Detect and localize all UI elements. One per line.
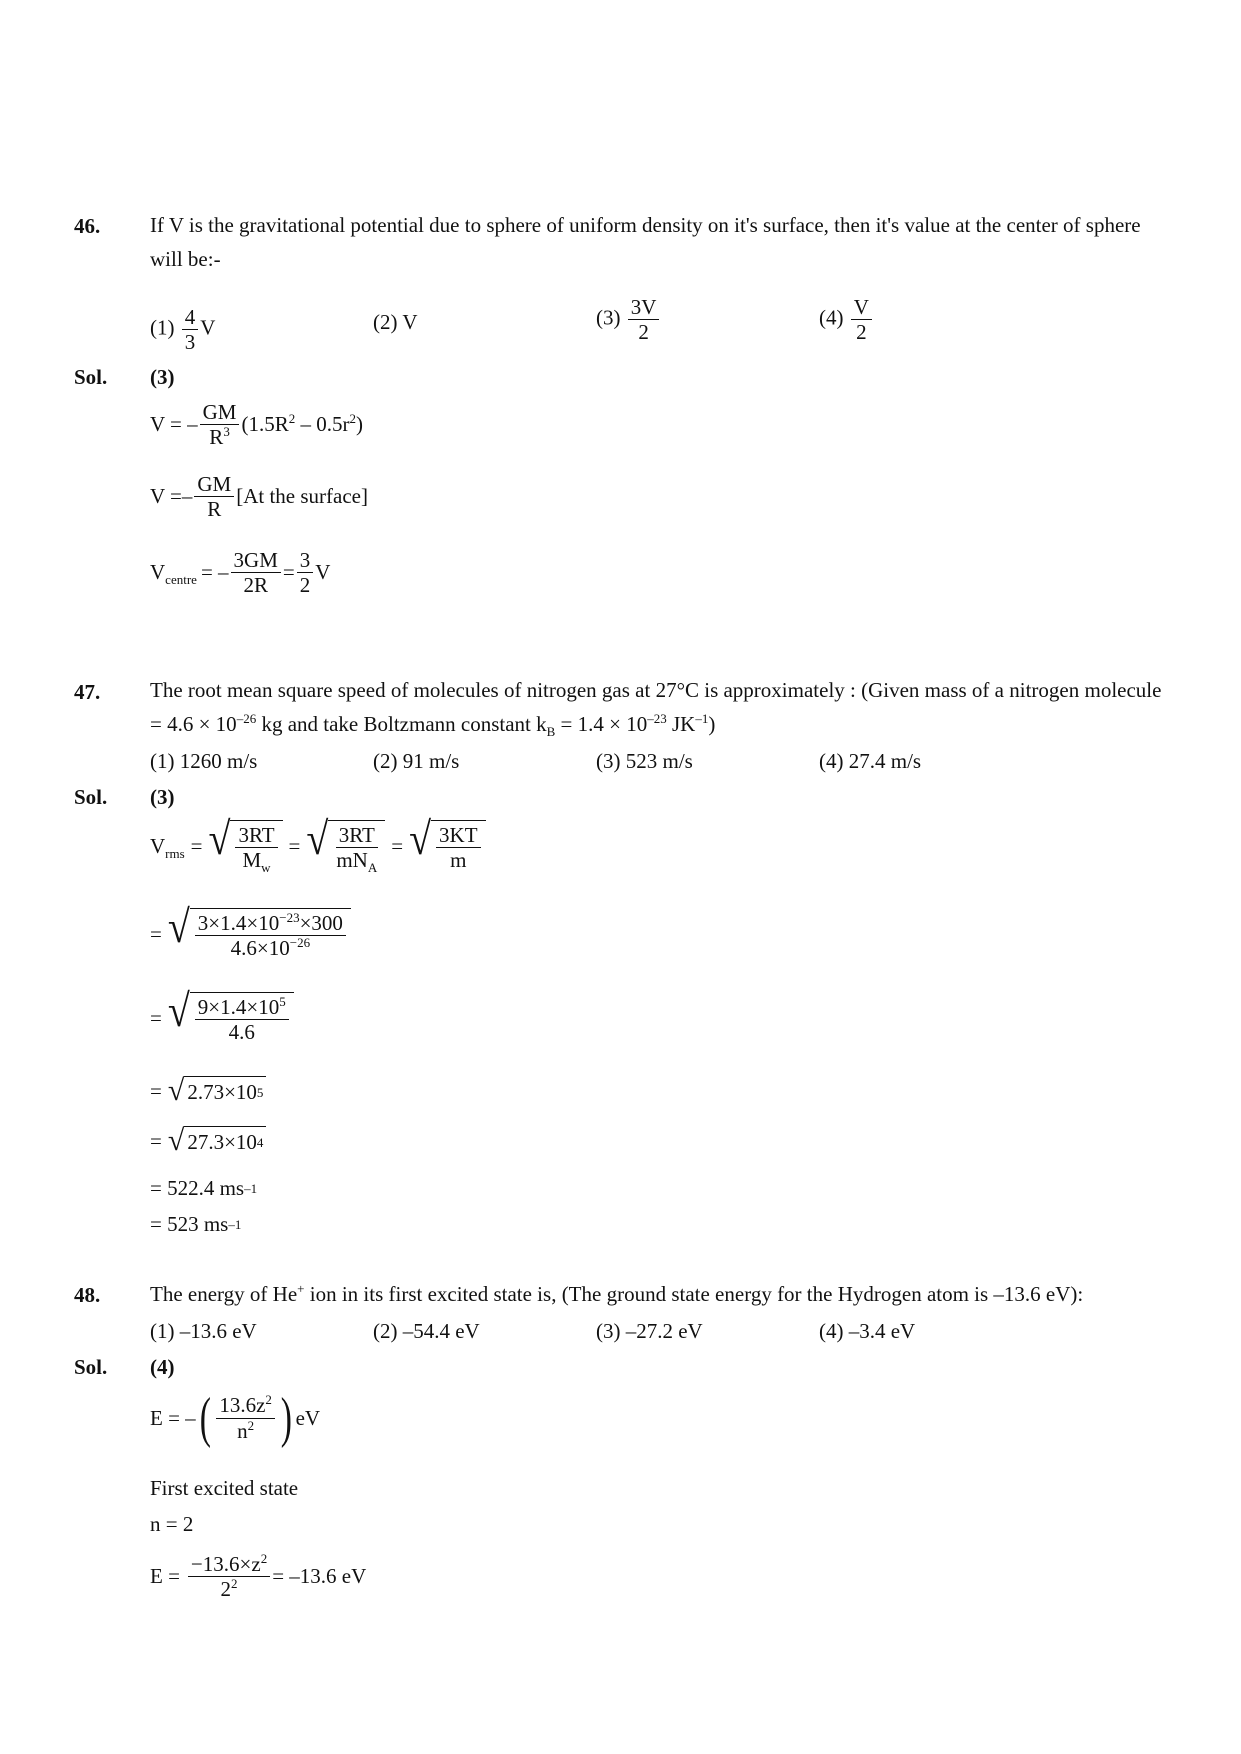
exponent: 2 xyxy=(265,1392,272,1408)
numerator: 4 xyxy=(182,305,199,330)
exponent: 2 xyxy=(260,1551,268,1566)
numerator: 3RT xyxy=(235,823,277,848)
text-segment: The energy of He xyxy=(150,1282,298,1306)
text-segment: = 1.4 × 10 xyxy=(555,712,648,736)
term: −13.6×z xyxy=(190,1552,261,1576)
solution-step-2 xyxy=(150,472,368,521)
equals: = xyxy=(150,1128,162,1153)
radical-sign: √ xyxy=(306,812,329,865)
solution-step-5 xyxy=(150,1126,266,1156)
exponent: –1 xyxy=(695,711,709,726)
exponent: −23 xyxy=(279,910,300,925)
exponent: 2 xyxy=(349,411,356,427)
equals: = xyxy=(391,833,404,858)
solution-step-1 xyxy=(150,400,363,449)
term: 2.73×10 xyxy=(187,1080,257,1104)
term: 13.6z xyxy=(219,1393,266,1418)
equals: = – xyxy=(200,560,229,585)
question-number: 46. xyxy=(74,214,101,238)
solution-step-7: = 523 ms –1 xyxy=(150,1212,242,1236)
option-4 xyxy=(819,295,874,344)
radical-sign: √ xyxy=(167,984,190,1037)
radicand xyxy=(230,820,282,876)
solution-label: Sol. xyxy=(74,365,108,389)
exponent: –23 xyxy=(647,711,667,726)
denominator-base: M xyxy=(242,848,262,873)
fraction xyxy=(436,823,481,872)
superscript: + xyxy=(297,1281,305,1296)
question-text: If V is the gravitational potential due to sphere of uniform density on it's surface, then it's value at the center of sphere will be:- xyxy=(150,213,1141,271)
fraction xyxy=(182,305,199,354)
denominator: 2 xyxy=(299,573,311,598)
denominator: 2R xyxy=(243,573,268,598)
option-1: (1) –13.6 eV xyxy=(150,1319,257,1343)
exponent: 2 xyxy=(231,1576,238,1592)
option-1 xyxy=(150,305,215,354)
numerator xyxy=(188,1552,270,1577)
numerator: 3RT xyxy=(336,823,378,848)
term: (1.5R xyxy=(241,412,289,437)
radical-sign: √ xyxy=(409,812,432,865)
fraction xyxy=(235,823,277,876)
term: ×300 xyxy=(299,911,343,935)
solution-label: Sol. xyxy=(74,785,108,809)
term: 4.6×10 xyxy=(230,936,290,961)
subscript: w xyxy=(261,860,271,876)
v-centre xyxy=(150,560,197,588)
exponent: –26 xyxy=(236,711,257,726)
variable: V xyxy=(150,833,166,858)
exponent: 2 xyxy=(247,1417,255,1433)
subscript: A xyxy=(367,860,378,876)
question-number: 48. xyxy=(74,1283,101,1307)
option-2: (2) 91 m/s xyxy=(373,749,460,773)
numerator xyxy=(216,1393,275,1418)
numerator: GM xyxy=(194,472,234,497)
option-suffix: V xyxy=(200,315,216,340)
solution-step-3: n = 2 xyxy=(150,1512,194,1536)
denominator: 3 xyxy=(184,330,196,355)
denominator-base: R xyxy=(209,425,224,450)
answer: (4) xyxy=(150,1355,175,1379)
fraction xyxy=(194,472,234,521)
solution-step-4 xyxy=(150,1076,266,1106)
equals: = xyxy=(150,1078,162,1103)
denominator: m xyxy=(450,848,467,873)
denominator xyxy=(228,936,313,960)
denominator: 2 xyxy=(638,320,649,345)
denominator: 4.6 xyxy=(228,1020,255,1045)
radicand xyxy=(190,992,294,1044)
term: 9×1.4×10 xyxy=(197,995,280,1019)
v-rms xyxy=(150,834,185,859)
fraction xyxy=(195,911,346,960)
equals: = xyxy=(150,921,162,946)
text-segment: ion in its first excited state is, (The ground state energy for the Hydrogen atom is –13.6 eV): xyxy=(304,1282,1084,1306)
square-root xyxy=(167,900,351,961)
numerator xyxy=(195,995,289,1020)
text-segment: kg and take Boltzmann constant k xyxy=(256,712,547,736)
denominator xyxy=(239,848,273,876)
option-3: (3) 523 m/s xyxy=(596,749,693,773)
solution-step-1 xyxy=(150,812,486,876)
numerator xyxy=(195,911,346,936)
radicand xyxy=(190,908,351,960)
denominator-base: mN xyxy=(336,848,368,873)
text-segment: The root mean square speed of molecules of nitrogen gas at 27°C is approximately : (Given mass of a nitrogen molecule = 4.6 × 10 xyxy=(150,678,1162,736)
solution-step-3 xyxy=(150,548,330,597)
denominator xyxy=(206,425,233,449)
left-paren: ( xyxy=(199,1387,211,1449)
fraction xyxy=(195,995,289,1044)
numerator: 3V xyxy=(628,295,660,320)
numerator: 3GM xyxy=(231,548,281,573)
variable: V xyxy=(150,560,166,585)
option-4: (4) –3.4 eV xyxy=(819,1319,916,1343)
fraction xyxy=(851,295,872,344)
equation-lhs: V = – xyxy=(150,412,198,437)
square-root xyxy=(409,812,485,873)
solution-step-6: = 522.4 ms –1 xyxy=(150,1176,258,1200)
radicand xyxy=(328,820,385,876)
term: = 523 ms xyxy=(150,1212,229,1236)
subscript: rms xyxy=(165,845,185,861)
radical-sign: √ xyxy=(167,1074,185,1107)
option-label: (3) xyxy=(596,305,621,330)
radical-sign: √ xyxy=(167,900,190,953)
fraction xyxy=(216,1393,275,1442)
option-4: (4) 27.4 m/s xyxy=(819,749,922,773)
denominator xyxy=(234,1419,257,1443)
denominator: R xyxy=(207,497,222,522)
question-number: 47. xyxy=(74,680,101,704)
term: 2 xyxy=(220,1577,232,1602)
radicand xyxy=(431,820,486,872)
equals: = xyxy=(288,833,301,858)
radicand: 2.73×10 5 xyxy=(184,1076,266,1106)
square-root xyxy=(306,812,385,876)
fraction xyxy=(188,1552,270,1601)
term: – 0.5r xyxy=(295,412,350,437)
radicand: 27.3×10 4 xyxy=(184,1126,266,1156)
square-root xyxy=(168,1076,267,1106)
solution-step-2 xyxy=(150,900,351,961)
exponent: 5 xyxy=(279,994,286,1009)
option-2: (2) –54.4 eV xyxy=(373,1319,480,1343)
fraction xyxy=(297,548,314,597)
radical-sign: √ xyxy=(167,1124,185,1157)
question-text xyxy=(150,673,1170,741)
exponent: −26 xyxy=(289,935,311,951)
square-root xyxy=(208,812,283,876)
square-root xyxy=(168,1126,267,1156)
text-segment: JK xyxy=(666,712,696,736)
term: ) xyxy=(355,412,363,437)
denominator xyxy=(218,1577,241,1601)
equation-rest: [At the surface] xyxy=(236,484,368,509)
numerator: 3KT xyxy=(436,823,481,848)
equals: = xyxy=(150,1005,162,1030)
subscript: centre xyxy=(165,572,197,588)
equals: = xyxy=(190,833,203,858)
exponent: 2 xyxy=(288,411,296,427)
answer: (3) xyxy=(150,785,175,809)
solution-step-3 xyxy=(150,984,294,1045)
answer: (3) xyxy=(150,365,175,389)
option-2: (2) V xyxy=(373,310,418,334)
right-paren: ) xyxy=(280,1387,292,1449)
unit: eV xyxy=(295,1405,321,1430)
option-label: (1) xyxy=(150,315,175,340)
term: 27.3×10 xyxy=(187,1130,257,1154)
subscript: B xyxy=(546,724,556,740)
equation-lhs: E = xyxy=(150,1564,180,1589)
equation-lhs: E = – xyxy=(150,1405,196,1430)
term: = 522.4 ms xyxy=(150,1176,245,1200)
denominator xyxy=(333,848,380,876)
text-segment: ) xyxy=(708,712,716,736)
fraction xyxy=(231,548,281,597)
denominator: 2 xyxy=(856,320,867,345)
term: 3×1.4×10 xyxy=(197,911,280,935)
question-text xyxy=(150,1277,1210,1311)
solution-step-4 xyxy=(150,1552,366,1601)
numerator: V xyxy=(851,295,872,320)
option-1: (1) 1260 m/s xyxy=(150,749,258,773)
numerator: GM xyxy=(200,400,240,425)
fraction xyxy=(333,823,380,876)
exponent: 3 xyxy=(223,424,230,440)
numerator: 3 xyxy=(297,548,314,573)
equation-lhs: V =– xyxy=(150,484,193,509)
square-root xyxy=(167,984,294,1045)
radical-sign: √ xyxy=(208,812,231,865)
equation-rest: = –13.6 eV xyxy=(272,1564,367,1589)
option-3 xyxy=(596,295,661,344)
solution-step-2: First excited state xyxy=(150,1476,299,1500)
equals: = xyxy=(282,560,295,585)
solution-label: Sol. xyxy=(74,1355,108,1379)
equation-rest xyxy=(241,412,363,437)
solution-step-1 xyxy=(150,1387,321,1449)
option-3: (3) –27.2 eV xyxy=(596,1319,703,1343)
fraction xyxy=(628,295,660,344)
term: n xyxy=(237,1418,248,1443)
variable: V xyxy=(315,560,331,585)
fraction xyxy=(200,400,240,449)
option-label: (4) xyxy=(819,305,844,330)
